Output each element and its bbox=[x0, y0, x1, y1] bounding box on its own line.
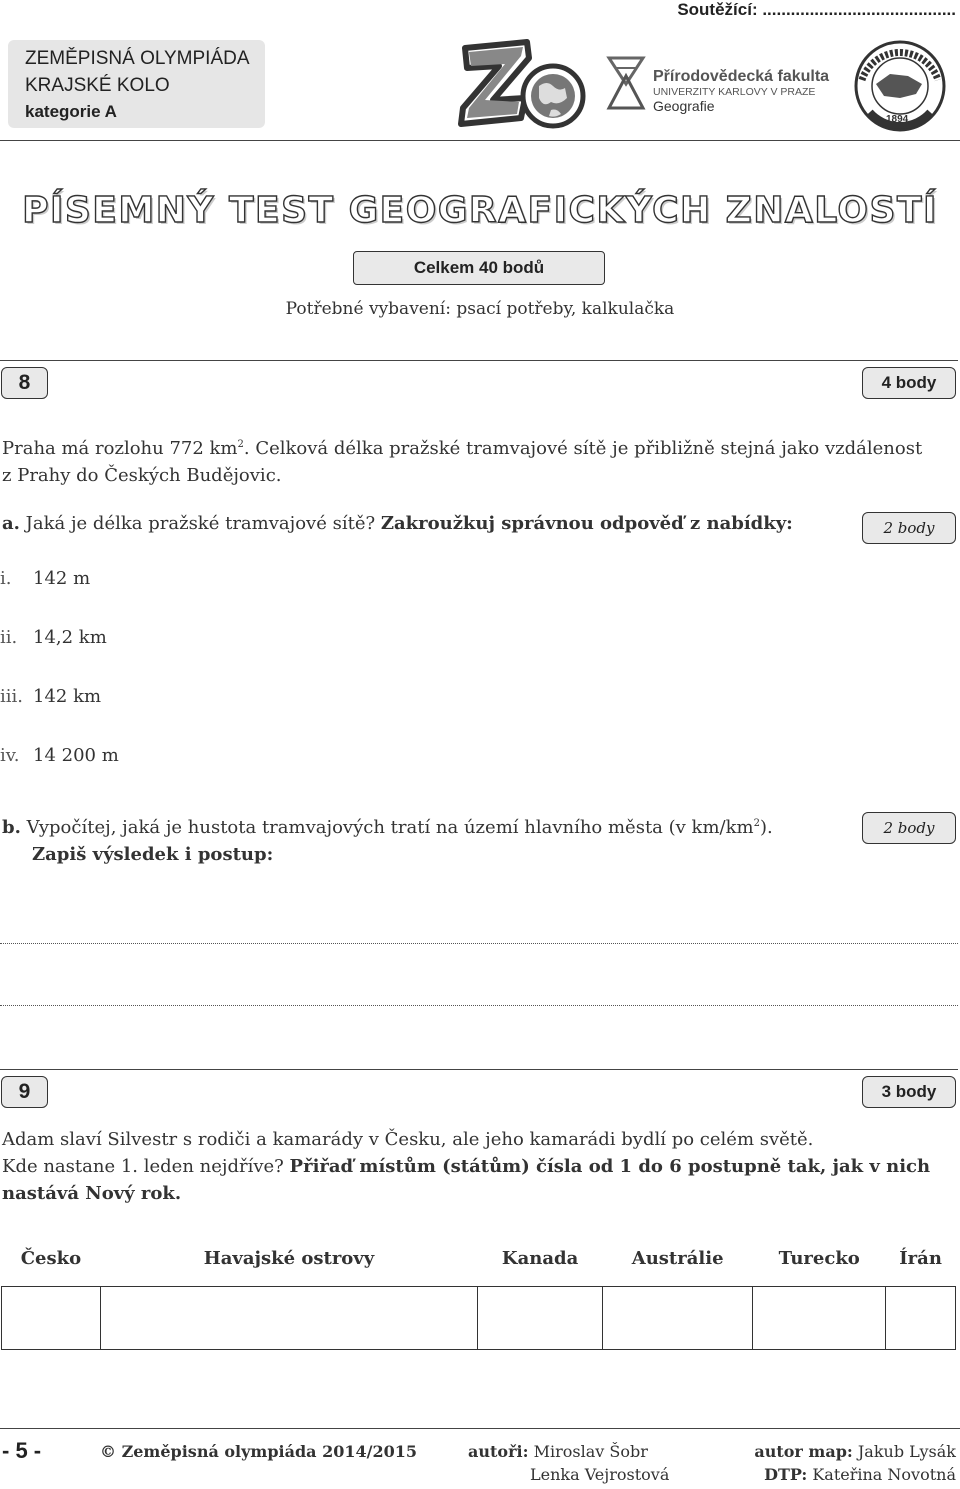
answer-cell-australie[interactable] bbox=[603, 1287, 753, 1350]
footer-copyright: © Zeměpisná olympiáda 2014/2015 bbox=[100, 1442, 418, 1461]
column-header-kanada: Kanada bbox=[501, 1247, 579, 1269]
column-header-iran: Írán bbox=[899, 1247, 942, 1269]
answer-cell-havajske-ostrovy[interactable] bbox=[100, 1287, 477, 1350]
answer-option-iv[interactable]: 14 200 m bbox=[33, 745, 119, 766]
total-points-box: Celkem 40 bodů bbox=[353, 251, 605, 285]
column-header-havajske-ostrovy: Havajské ostrovy bbox=[203, 1247, 375, 1269]
question-8-intro: Praha má rozlohu 772 $km^2$. Celková délka pražské tramvajové sítě je přibližně stejná jako vzdálenost z Prahy do Českých Budějovic. bbox=[2, 438, 923, 486]
footer-maps-author: autor map: Jakub Lysák bbox=[754, 1442, 956, 1461]
option-label: iii. bbox=[0, 686, 23, 707]
column-header-australie: Austrálie bbox=[631, 1247, 724, 1269]
faculty-emblem-icon bbox=[605, 54, 647, 112]
answer-cell-kanada[interactable] bbox=[478, 1287, 603, 1350]
competitor-name-field[interactable]: Soutěžící: ......................................... bbox=[677, 0, 956, 19]
question-8a-points: 2 body bbox=[862, 512, 956, 544]
question-8b: b. Vypočítej, jaká je hustota tramvajových tratí na území hlavního města (v $km/km^2$). Zapiš výsledek i postup: bbox=[2, 817, 773, 865]
answer-option-ii[interactable]: 14,2 km bbox=[33, 627, 107, 648]
header-divider bbox=[0, 140, 960, 141]
question-8b-points: 2 body bbox=[862, 812, 956, 844]
olympiad-header-box bbox=[8, 40, 265, 128]
question-9-text: Adam slaví Silvestr s rodiči a kamarády v Česku, ale jeho kamarádi bydlí po celém světě. Kde nastane 1. leden nejdříve? Přiřaď místům (státům) čísla od 1 do 6 postupně tak, jak v nich nastává Nový rok. bbox=[2, 1129, 931, 1204]
department-name: Geografie bbox=[653, 98, 715, 114]
option-label: i. bbox=[0, 568, 12, 589]
column-header-cesko: Česko bbox=[20, 1247, 82, 1269]
category-label: kategorie A bbox=[25, 102, 117, 121]
question-8-number: 8 bbox=[1, 367, 48, 399]
states-table bbox=[1, 1230, 956, 1350]
answer-line-1[interactable] bbox=[0, 943, 958, 944]
option-label: ii. bbox=[0, 627, 18, 648]
answer-cell-iran[interactable] bbox=[886, 1287, 956, 1350]
page-number: - 5 - bbox=[2, 1438, 42, 1463]
zo-logo-icon bbox=[455, 36, 590, 136]
answer-line-2[interactable] bbox=[0, 1005, 958, 1006]
option-label: iv. bbox=[0, 745, 20, 766]
footer-authors: autoři: Miroslav Šobr bbox=[468, 1442, 648, 1461]
question-9-points: 3 body bbox=[862, 1076, 956, 1108]
question-9-number: 9 bbox=[1, 1076, 48, 1108]
equipment-note: Potřebné vybavení: psací potřeby, kalkulačka bbox=[285, 299, 675, 319]
answer-cell-turecko[interactable] bbox=[753, 1287, 886, 1350]
answer-option-iii[interactable]: 142 km bbox=[33, 686, 102, 707]
column-header-turecko: Turecko bbox=[778, 1247, 860, 1269]
society-year: 1894 bbox=[886, 114, 909, 125]
faculty-logo bbox=[605, 52, 845, 112]
footer-author-2: Lenka Vejrostová bbox=[530, 1465, 670, 1484]
university-name: UNIVERZITY KARLOVY V PRAZE bbox=[653, 86, 816, 98]
faculty-name: Přírodovědecká fakulta bbox=[653, 68, 830, 85]
question-8-divider bbox=[0, 360, 958, 361]
olympiad-title: ZEMĚPISNÁ OLYMPIÁDA bbox=[25, 48, 250, 69]
question-8a: a. Jaká je délka pražské tramvajové sítě? Zakroužkuj správnou odpověď z nabídky: bbox=[2, 513, 793, 534]
question-8-points: 4 body bbox=[862, 367, 956, 399]
question-9-divider bbox=[0, 1069, 958, 1070]
answer-cell-cesko[interactable] bbox=[2, 1287, 101, 1350]
footer-dtp: DTP: Kateřina Novotná bbox=[764, 1465, 956, 1484]
test-title: PÍSEMNÝ TEST GEOGRAFICKÝCH ZNALOSTÍ bbox=[22, 190, 938, 231]
footer-divider bbox=[0, 1428, 960, 1429]
answer-option-i[interactable]: 142 m bbox=[33, 568, 91, 589]
round-title: KRAJSKÉ KOLO bbox=[25, 75, 170, 96]
